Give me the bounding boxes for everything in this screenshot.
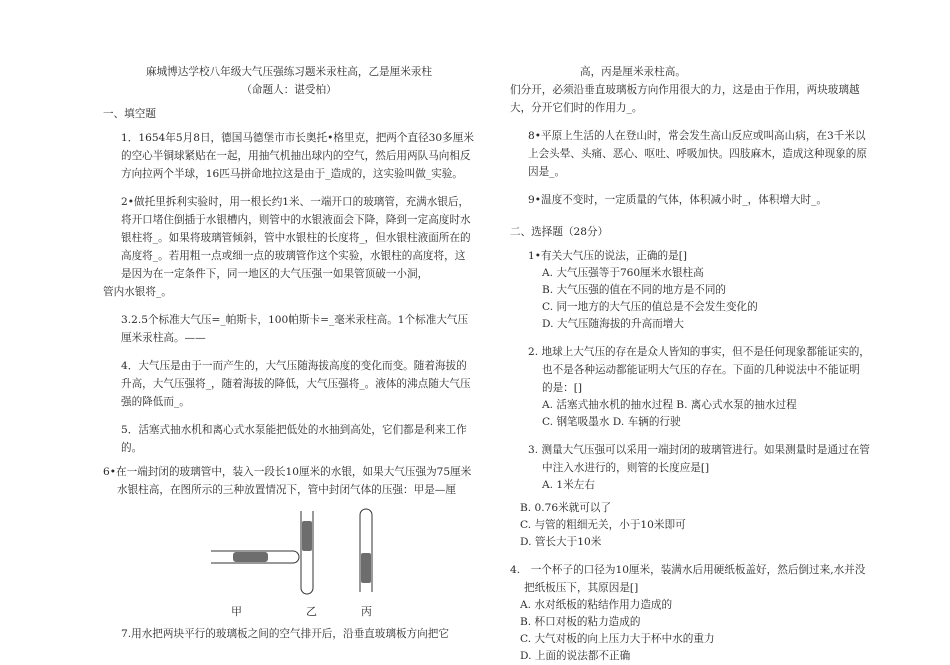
question-3: 3.2.5个标准大气压=_帕斯卡，100帕斯卡=_毫米汞柱高。1个标准大气压厘米汞柱高。—— [121, 314, 469, 344]
question-8: 8•平原上生活的人在登山时，常会发生高山反应或叫高山病，在3千米以上会头晕、头痛、恶心、呕吐、呼吸加快。四肢麻木，造成这种现象的原因是_。 [528, 130, 867, 178]
mc1-option-b: B. 大气压强的值在不同的地方是不同的 [542, 284, 727, 296]
section-multiple-choice: 二、选择题（28分） [510, 226, 609, 238]
question-2-cont: 管内水银将_。 [103, 286, 172, 298]
mc1-option-a: A. 大气压强等于760厘米水银柱高 [542, 267, 704, 279]
question-6: 6•在一端封闭的玻璃管中，装入一段长10厘米的水银，如果大气压强为75厘米水银柱高，在图所示的三种放置情况下，管中封闭气体的压强：甲是—厘 [103, 466, 472, 496]
mc-question-3: 3. 测量大气压强可以采用一端封闭的玻璃管进行。如果测量时是通过在管中注入水进行的，则管的长度应是[] [528, 444, 870, 474]
label-jia: 甲 [231, 605, 242, 618]
mc3-option-c: C. 与管的粗细无关，小于10米即可 [520, 519, 686, 531]
mc-question-2: 2. 地球上大气压的存在是众人皆知的事实，但不是任何现象都能证实的，也不是各种运动都能证明大气压的存在。下面的几种说法中不能证明的是：[] [528, 346, 870, 394]
mc3-option-b: B. 0.76米就可以了 [520, 502, 612, 514]
question-4: 4．大气压是由于一而产生的，大气压随海拔高度的变化而变。随着海拔的升高，大气压强将_，随着海拔的降低，大气压强将_。液体的沸点随大气压强的降低而_。 [121, 360, 471, 408]
label-bing: 丙 [361, 605, 372, 618]
mc-question-4: 4. 一个杯子的口径为10厘米，装满水后用硬纸板盖好，然后倒过来,水并没把纸板压下，其原因是[] [510, 564, 866, 594]
question-7-cont: 们分开，必须沿垂直玻璃板方向作用很大的力，这是由于作用，两块玻璃越大，分开它们时的作用力_。 [510, 84, 860, 114]
mc4-option-b: B. 杯口对板的粘力造成的 [520, 616, 641, 628]
label-yi: 乙 [306, 605, 317, 618]
mc3-option-d: D. 管长大于10米 [520, 536, 602, 548]
tube-bing [360, 509, 372, 592]
mc1-option-d: D. 大气压随海拔的升高而增大 [542, 318, 684, 330]
question-1: 1．1654年5月8日，德国马德堡市市长奥托•格里克，把两个直径30多厘米的空心半铜球紧贴在一起，用抽气机抽出球内的空气，然后用两队马向相反方向拉两个半球，16匹马拼命地拉这是由于_造成的，这实验叫做_实验。 [121, 132, 474, 180]
doc-title: 麻城博达学校八年级大气压强练习题米汞柱高，乙是厘米汞柱 [145, 66, 433, 78]
question-5: 5．活塞式抽水机和离心式水泵能把低处的水抽到高处，它们都是利来工作的。 [121, 424, 467, 454]
question-2: 2•做托里拆利实验时，用一根长约1米、一端开口的玻璃管，充满水银后，将开口堵住倒插于水银槽内，则管中的水银液面会下降，降到一定高度时水银柱将_。如果将玻璃管倾斜，管中水银柱的长度将_，但水银柱液面所在的高度将_。若用粗一点或细一点的玻璃管作这个实验，水银柱的高度将，这是因为在一定条件下，同一地区的大气压强一如果管顶破一小洞， [121, 196, 471, 280]
left-column [103, 63, 475, 643]
mc4-option-d: D. 上面的说法都不正确 [520, 650, 631, 662]
tube-diagram [103, 503, 475, 623]
right-column [510, 63, 870, 665]
tube-yi [301, 511, 313, 594]
tube-figure [103, 503, 475, 623]
mc2-option-cd: C. 钢笔吸墨水 D. 车辆的行驶 [542, 416, 681, 428]
question-9: 9•温度不变时，一定质量的气体，体积减小时_，体积增大时_。 [528, 194, 828, 206]
question-6-cont: 高，丙是厘米汞柱高。 [580, 66, 686, 78]
mc2-option-ab: A. 活塞式抽水机的抽水过程 B. 离心式水泵的抽水过程 [542, 399, 797, 411]
mc1-option-c: C. 同一地方的大气压的值总是不会发生变化的 [542, 301, 758, 313]
tube-jia [211, 551, 299, 563]
mc4-option-a: A. 水对纸板的粘结作用力造成的 [520, 599, 673, 611]
question-7: 7.用水把两块平行的玻璃板之间的空气排开后，沿垂直玻璃板方向把它 [121, 628, 449, 640]
mc3-option-a: A. 1米左右 [542, 479, 595, 491]
section-fill-in: 一、填空题 [103, 108, 156, 120]
mc4-option-c: C. 大气对板的向上压力大于杯中水的重力 [520, 633, 715, 645]
mc-question-1: 1•有关大气压的说法，正确的是[] [528, 250, 687, 262]
doc-author: （命题人：谌受柏） [241, 84, 337, 96]
